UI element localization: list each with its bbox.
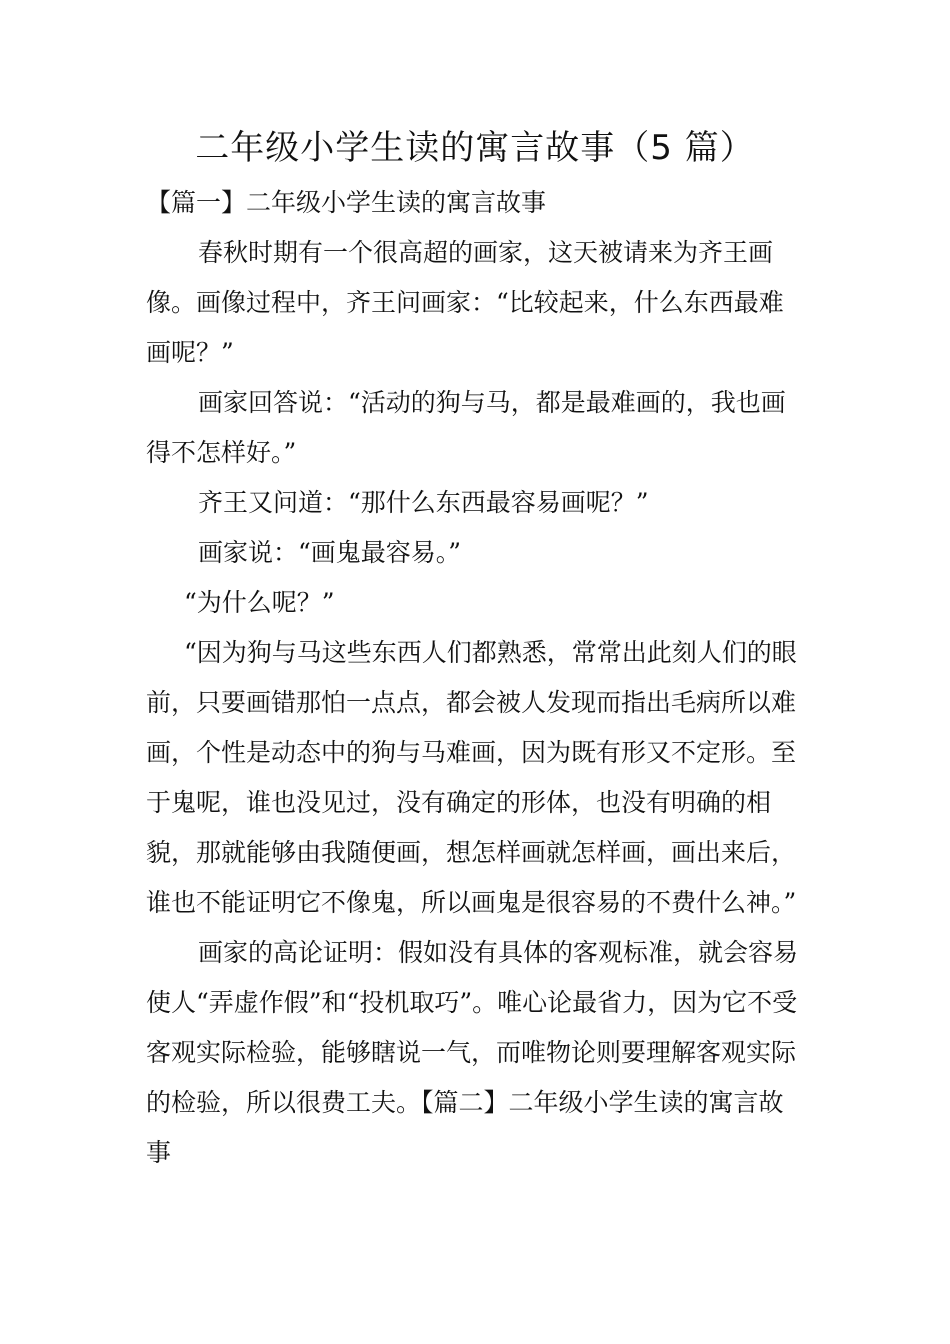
section-heading: 【篇一】二年级小学生读的寓言故事 <box>146 188 547 217</box>
document-title: 二年级小学生读的寓言故事（5 篇） <box>195 128 755 168</box>
paragraph-7: 画家的高论证明：假如没有具体的客观标准，就会容易使人“弄虚作假”和“投机取巧”。唯心论最省力，因为它不受客观实际检验，能够瞎说一气，而唯物论则要理解客观实际的检验，所以很费工夫。【篇二】二年级小学生读的寓言故事 <box>146 938 799 1167</box>
document-body <box>146 178 806 1178</box>
paragraph-2: 画家回答说：“活动的狗与马，都是最难画的，我也画得不怎样好。” <box>146 388 786 467</box>
paragraph-4: 画家说：“画鬼最容易。” <box>198 538 462 567</box>
paragraph-5: “为什么呢？” <box>184 588 335 617</box>
paragraph-6: “因为狗与马这些东西人们都熟悉，常常出此刻人们的眼前，只要画错那怕一点点，都会被人发现而指出毛病所以难画，个性是动态中的狗与马难画，因为既有形又不定形。至于鬼呢，谁也没见过，没有确定的形体，也没有明确的相貌，那就能够由我随便画，想怎样画就怎样画，画出来后，谁也不能证明它不像鬼，所以画鬼是很容易的不费什么神。” <box>146 638 797 917</box>
paragraph-3: 齐王又问道：“那什么东西最容易画呢？” <box>198 488 649 517</box>
paragraph-1: 春秋时期有一个很高超的画家，这天被请来为齐王画像。画像过程中，齐王问画家：“比较起来，什么东西最难画呢？” <box>146 238 784 367</box>
